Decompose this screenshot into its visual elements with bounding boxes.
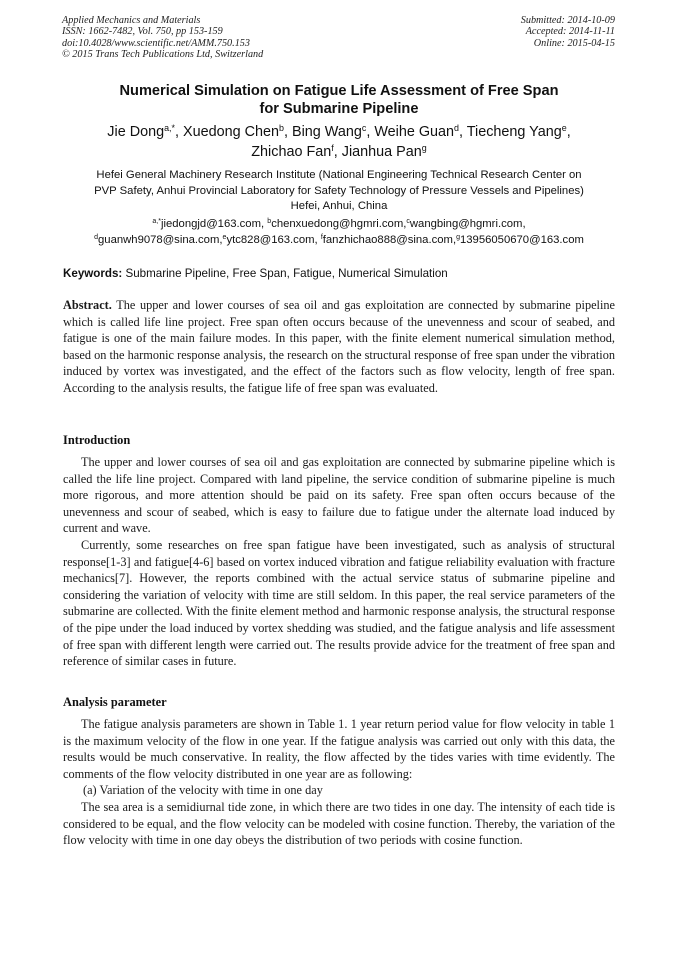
email-mark: g xyxy=(456,233,460,241)
author-name: Jie Dong xyxy=(107,124,165,140)
email-link[interactable]: fanzhichao888@sina.com xyxy=(322,233,453,246)
subsection-item: (a) Variation of the velocity with time in one day xyxy=(83,783,323,798)
copyright: © 2015 Trans Tech Publications Ltd, Switzerland xyxy=(62,48,264,60)
abstract xyxy=(63,297,615,397)
author-affil-mark: f xyxy=(331,143,334,154)
affiliation-line-1: Hefei General Machinery Research Institute (National Engineering Technical Research Center on xyxy=(96,169,582,181)
paper-title xyxy=(0,82,678,118)
separator: , xyxy=(219,233,223,246)
email-link[interactable]: guanwh9078@sina.com xyxy=(98,233,220,246)
author-affil-mark: e xyxy=(561,123,567,134)
submitted-date: Submitted: 2014-10-09 xyxy=(520,15,615,26)
title-line-2: for Submarine Pipeline xyxy=(259,101,419,117)
separator: , xyxy=(261,218,268,230)
author-name: Zhichao Fan xyxy=(251,144,332,160)
author-affil-mark: d xyxy=(454,123,460,134)
separator: , xyxy=(459,124,467,140)
email-link[interactable]: ytc828@163.com xyxy=(226,233,315,246)
email-mark: a,* xyxy=(152,218,161,226)
affiliation xyxy=(0,168,678,215)
publication-dates xyxy=(521,15,615,49)
author-name: Bing Wang xyxy=(292,124,362,140)
separator: , xyxy=(366,124,375,140)
keywords-label: Keywords: xyxy=(63,267,123,280)
separator: , xyxy=(452,233,457,246)
section-heading-analysis-parameter: Analysis parameter xyxy=(63,695,167,709)
section-body-analysis-parameter xyxy=(63,716,615,849)
section-heading-introduction: Introduction xyxy=(63,433,131,447)
keywords xyxy=(63,266,448,281)
separator: , xyxy=(284,124,292,140)
affiliation-line-3: Hefei, Anhui, China xyxy=(290,200,388,212)
email-link[interactable]: 13956050670@163.com xyxy=(459,233,584,246)
keywords-text: Submarine Pipeline, Free Span, Fatigue, Numerical Simulation xyxy=(122,267,448,280)
online-date: Online: 2015-04-15 xyxy=(533,37,615,49)
author-affil-mark: b xyxy=(279,123,284,134)
email-mark: c xyxy=(406,218,410,226)
email-mark: d xyxy=(94,233,98,241)
doi-link[interactable]: doi:10.4028/www.scientific.net/AMM.750.153 xyxy=(62,37,250,49)
issn-volume: ISSN: 1662-7482, Vol. 750, pp 153-159 xyxy=(62,26,223,38)
author-list xyxy=(0,122,678,162)
title-line-1: Numerical Simulation on Fatigue Life Assessment of Free Span xyxy=(119,83,559,99)
section-body-introduction xyxy=(63,454,615,670)
separator: , xyxy=(566,124,571,140)
journal-header xyxy=(62,15,263,60)
separator: , xyxy=(403,218,407,230)
paragraph: The sea area is a semidiurnal tide zone, in which there are two tides in one day. The intensity of each tide is considered to be equal, and the flow velocity can be modeled with cosine function. Thereby, the variation of the flow velocity with time in one day obeys the distribution of two periods with cosine function. xyxy=(63,799,615,848)
email-line-2 xyxy=(0,233,678,249)
email-link[interactable]: chenxuedong@hgmri.com xyxy=(271,218,404,230)
email-mark: b xyxy=(267,218,272,226)
separator: , xyxy=(333,144,342,160)
separator: , xyxy=(175,124,183,140)
separator: , xyxy=(314,233,321,246)
affiliation-line-2: PVP Safety, Anhui Provincial Laboratory for Safety Technology of Pressure Vessels and Pipelines) xyxy=(94,184,584,197)
author-line-2 xyxy=(0,142,678,162)
author-affil-mark: g xyxy=(421,143,427,154)
author-name: Tiecheng Yang xyxy=(466,124,562,140)
abstract-text: The upper and lower courses of sea oil and gas exploitation are connected by submarine pipeline which is called life line project. Free span often occurs because of the unevenness and scour of seabed, and fatigue is one of the main failure modes. In this paper, with the finite element numerical simulation method, based on the harmonic response analysis, the research on the structural response of free span under the vibration induced by vortex was investigated, and the effect of the factors such as flow velocity, length of free span. According to the analysis results, the fatigue life of free span was evaluated. xyxy=(63,298,615,395)
paragraph: The fatigue analysis parameters are shown in Table 1. 1 year return period value for flow velocity in table 1 is the maximum velocity of the flow in one year. If the fatigue analysis was carried out only with this data, the results would be much conservative. In reality, the flow affected by the tides varies with time evidently. The comments of the flow velocity distributed in one year are as following: xyxy=(63,717,615,781)
author-name: Weihe Guan xyxy=(374,124,455,140)
author-name: Xuedong Chen xyxy=(183,124,280,140)
author-emails xyxy=(0,217,678,248)
email-link[interactable]: wangbing@hgmri.com xyxy=(409,218,523,230)
author-affil-mark: a,* xyxy=(164,123,175,134)
journal-name: Applied Mechanics and Materials xyxy=(62,15,201,26)
abstract-label: Abstract. xyxy=(63,298,112,312)
paragraph: Currently, some researches on free span fatigue have been investigated, such as analysis of structural response[1-3] and fatigue[4-6] based on vortex induced vibration and fatigue reliability evaluation with fracture mechanics[7]. However, the reports combined with the actual service status of submarine pipeline and considering the variation of velocity with time are still seldom. In this paper, the real service parameters of the submarine are collected. With the finite element method and harmonic response analysis, the structural response of the pipe under the load induced by vortex shedding was studied, and the fatigue analysis and life assessment of free span with different length were carried out. The results provide advice for the treatment of free span and reference of similar cases in future. xyxy=(63,537,615,669)
separator: , xyxy=(522,218,526,230)
author-name: Jianhua Pan xyxy=(341,144,422,160)
email-link[interactable]: jiedongjd@163.com xyxy=(160,218,261,230)
email-mark: f xyxy=(320,233,323,241)
author-line-1 xyxy=(0,122,678,142)
paragraph: The upper and lower courses of sea oil and gas exploitation are connected by submarine pipeline which is called the life line project. Compared with land pipeline, the service condition of submarine pipeline is much more rigorous, and more attention should be paid on its safety. Free span often occurs because of the unevenness and scour of seabed, which is easy to failure due to fatigue under the alternate load induced by current and wave. xyxy=(63,455,615,536)
email-mark: e xyxy=(222,233,227,241)
accepted-date: Accepted: 2014-11-11 xyxy=(525,26,615,38)
email-line-1 xyxy=(0,217,678,233)
author-affil-mark: c xyxy=(361,123,367,134)
